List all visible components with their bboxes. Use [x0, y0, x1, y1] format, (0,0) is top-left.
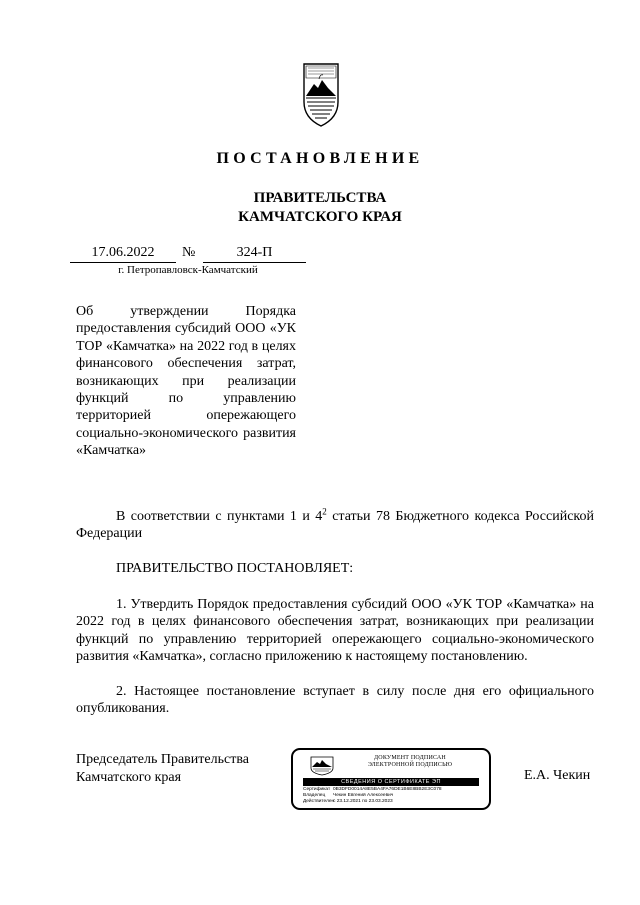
issuer-line-1: ПРАВИТЕЛЬСТВА	[253, 190, 387, 206]
stamp-title	[345, 755, 475, 769]
stamp-row-key: Действителен	[303, 799, 335, 804]
issuer-title	[0, 189, 640, 227]
signer-name: Е.А. Чекин	[524, 768, 591, 783]
stamp-row-value: с 23.12.2021 по 23.03.2023	[333, 799, 393, 804]
stamp-certificate-header: СВЕДЕНИЯ О СЕРТИФИКАТЕ ЭП	[303, 778, 479, 786]
stamp-row-value: 0B3DFD0014A8E5BA4FA76DE1B6E8BB2E3C078	[333, 787, 442, 792]
signer-position-line-1: Председатель Правительства	[76, 752, 249, 767]
issuer-line-2: КАМЧАТСКОГО КРАЯ	[238, 209, 402, 225]
stamp-row-key: Владелец	[303, 793, 326, 798]
signer-position	[76, 751, 249, 787]
resolution-heading: ПРАВИТЕЛЬСТВО ПОСТАНОВЛЯЕТ:	[116, 561, 354, 576]
number-sign: №	[182, 245, 196, 260]
document-type-title: ПОСТАНОВЛЕНИЕ	[216, 150, 424, 167]
resolution-item-1: 1. Утвердить Порядок предоставления субсидий ООО «УК ТОР «Камчатка» на 2022 год в целях финансового обеспечения затрат, возникающих при реализации функций по управлению территорией опережающего социально-экономического развития «Камчатка», согласно приложению к настоящему постановлению.	[76, 597, 594, 665]
resolution-item-2: 2. Настоящее постановление вступает в силу после дня его официального опубликования.	[76, 684, 594, 717]
stamp-row	[303, 799, 483, 805]
stamp-title-line-2: ЭЛЕКТРОННОЙ ПОДПИСЬЮ	[367, 762, 453, 768]
intro-paragraph	[76, 508, 594, 543]
kamchatka-emblem-icon	[309, 756, 335, 776]
stamp-title-line-1: ДОКУМЕНТ ПОДПИСАН	[374, 755, 446, 761]
kamchatka-coat-of-arms-icon	[300, 62, 342, 128]
e-signature-stamp	[291, 748, 491, 810]
document-number: 324-П	[203, 244, 306, 263]
intro-superscript: 2	[322, 506, 327, 517]
document-date: 17.06.2022	[70, 244, 176, 263]
stamp-certificate-details	[303, 787, 483, 805]
signer-position-line-2: Камчатского края	[76, 770, 182, 785]
stamp-row-key: Сертификат	[303, 787, 331, 792]
document-subject: Об утверждении Порядка предоставления субсидий ООО «УК ТОР «Камчатка» на 2022 год в целях финансового обеспечения затрат, возникающих при реализации функций по управлению территорией опережающего социально-экономического развития «Камчатка»	[76, 304, 296, 459]
intro-text-end: статьи 78 Бюджетного кодекса Российской Федерации	[76, 509, 594, 542]
stamp-row-value: Чекин Евгений Алексеевич	[333, 793, 394, 798]
intro-text-start: В соответствии с пунктами 1 и 4	[116, 509, 323, 524]
issue-city: г. Петропавловск-Камчатский	[118, 264, 258, 276]
